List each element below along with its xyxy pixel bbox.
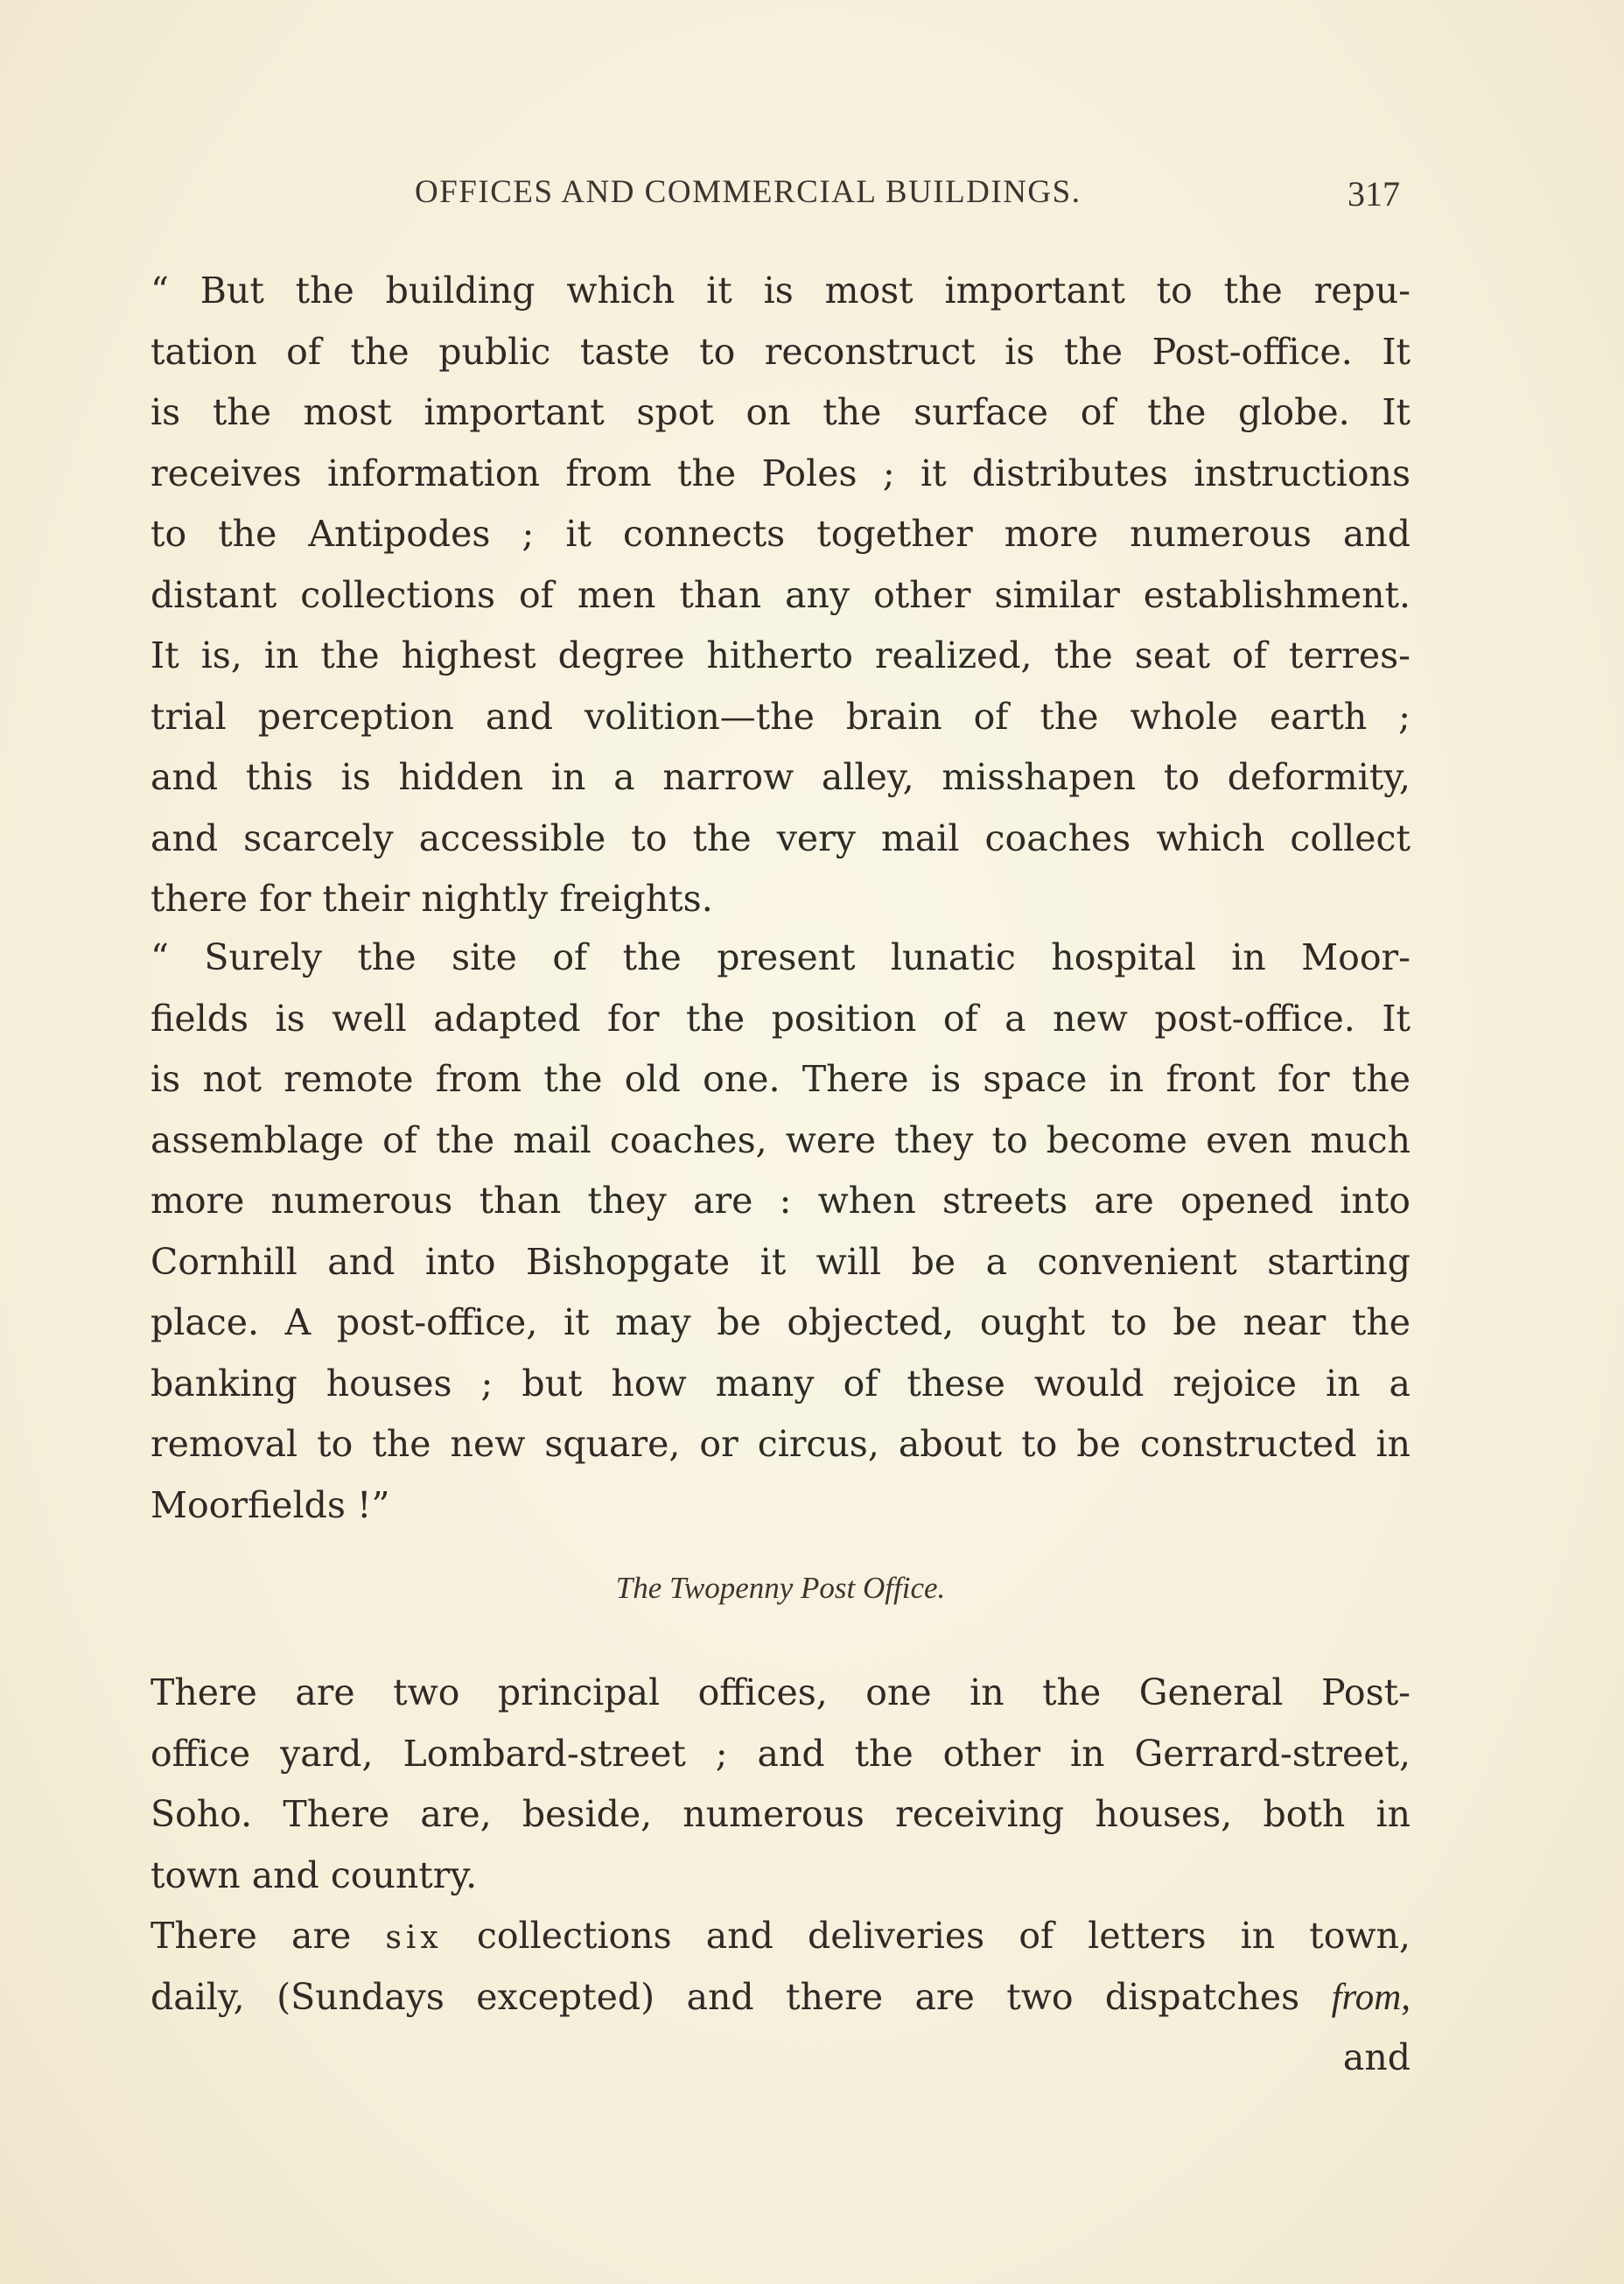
- paragraph-twopenny-post: [150, 1663, 1410, 2089]
- text-line: Soho. There are, beside, numerous receiving houses, both in: [150, 1793, 1410, 1835]
- text-line: tation of the public taste to reconstruct is the Post-office. It: [150, 330, 1410, 373]
- text-fragment: daily, (Sundays excepted) and there are two dispatches: [150, 1975, 1300, 2018]
- text-line: more numerous than they are : when streets are opened into: [150, 1180, 1410, 1222]
- text-line: Moorfields !”: [150, 1483, 390, 1526]
- text-line: and this is hidden in a narrow alley, misshapen to deformity,: [150, 756, 1410, 798]
- text-fragment: There are: [150, 1915, 352, 1957]
- text-line: town and country.: [150, 1853, 478, 1896]
- text-line: [150, 1967, 1410, 2028]
- text-line: It is, in the highest degree hitherto realized, the seat of terres-: [150, 634, 1410, 676]
- text-line: is the most important spot on the surface of the globe. It: [150, 391, 1410, 433]
- text-line: fields is well adapted for the position of a new post-office. It: [150, 997, 1410, 1040]
- text-line: and scarcely accessible to the very mail coaches which collect: [150, 816, 1410, 859]
- text-line: Cornhill and into Bishopgate it will be a convenient starting: [150, 1240, 1410, 1283]
- text-line: removal to the new square, or circus, about to be constructed in: [150, 1423, 1410, 1465]
- text-line: office yard, Lombard-street ; and the other in Gerrard-street,: [150, 1732, 1410, 1775]
- paragraph-post-office-quote: [150, 261, 1410, 930]
- section-heading: The Twopenny Post Office.: [615, 1571, 946, 1605]
- text-line: There are two principal offices, one in the General Post-: [150, 1671, 1410, 1713]
- text-line: trial perception and volition—the brain of the whole earth ;: [150, 695, 1410, 738]
- text-line: assemblage of the mail coaches, were they to become even much: [150, 1118, 1410, 1161]
- text-line: distant collections of men than any other similar establishment.: [150, 573, 1410, 616]
- text-line: there for their nightly freights.: [150, 878, 713, 920]
- catchword: and: [1342, 2036, 1410, 2078]
- text-line: banking houses ; but how many of these would rejoice in a: [150, 1362, 1410, 1405]
- paragraph-moorfields-quote: [150, 928, 1410, 1536]
- text-line: to the Antipodes ; it connects together more numerous and: [150, 513, 1410, 555]
- italic-word: from,: [1331, 1976, 1410, 2018]
- text-line: “ But the building which it is most important to the repu-: [150, 270, 1410, 312]
- text-line: receives information from the Poles ; it distributes instructions: [150, 452, 1410, 494]
- text-line: place. A post-office, it may be objected, ought to be near the: [150, 1301, 1410, 1343]
- page-header: [147, 173, 1407, 226]
- text-line: is not remote from the old one. There is space in front for the: [150, 1058, 1410, 1100]
- spaced-word: six: [385, 1920, 443, 1956]
- running-head: OFFICES AND COMMERCIAL BUILDINGS.: [415, 174, 1082, 210]
- text-line: [150, 1906, 1410, 1967]
- page-number: 317: [1348, 174, 1400, 214]
- text-fragment: collections and deliveries of letters in town,: [476, 1915, 1410, 1957]
- text-line: “ Surely the site of the present lunatic hospital in Moor-: [150, 936, 1410, 978]
